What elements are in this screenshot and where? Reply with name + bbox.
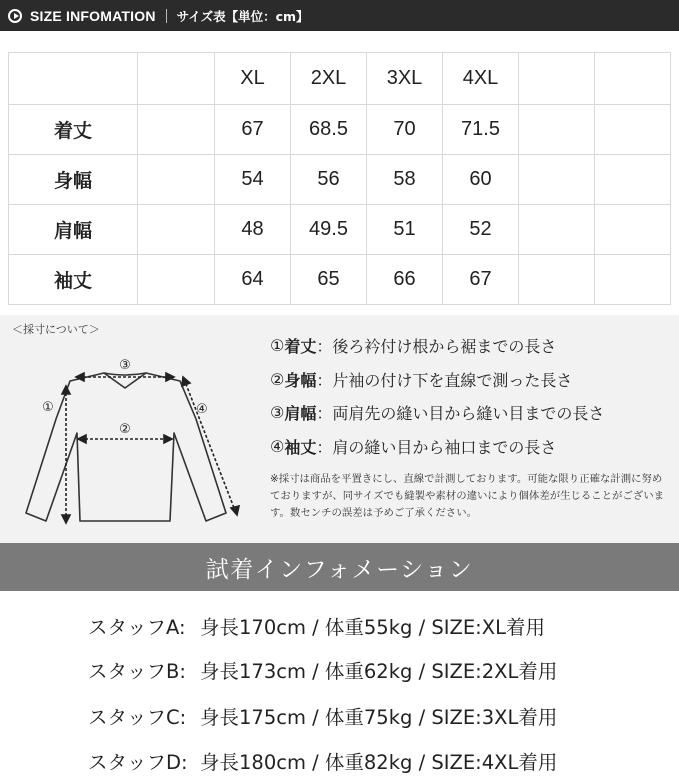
diagram-mark-2: ② [119, 422, 131, 437]
list-item [270, 396, 604, 430]
size-table-header-row [9, 53, 671, 105]
shirt-outline-icon [26, 373, 226, 521]
table-cell [595, 255, 671, 305]
item-name: 肩幅 [284, 404, 317, 424]
table-cell: 54 [215, 155, 291, 205]
staff-name: スタッフA: [88, 616, 186, 639]
size-table [8, 52, 671, 305]
table-cell: 60 [443, 155, 519, 205]
table-cell [519, 155, 595, 205]
column-header [519, 53, 595, 105]
column-header: XL [215, 53, 291, 105]
item-name: 着丈 [284, 337, 317, 357]
diagram-mark-4: ④ [196, 402, 208, 417]
table-cell [138, 155, 215, 205]
table-cell: 65 [291, 255, 367, 305]
table-cell: 48 [215, 205, 291, 255]
staff-name: スタッフD: [88, 751, 188, 774]
column-header: 2XL [291, 53, 367, 105]
measurement-disclaimer: ※採寸は商品を平置きにし、直線で計測しております。可能な限り正確な計測に努めておりますが、同サイズでも縫製や素材の違いにより個体差が生じることがございます。数センチの誤差は予めご了承ください。 [270, 473, 665, 519]
staff-row [88, 747, 648, 775]
table-cell: 56 [291, 155, 367, 205]
item-number: ③ [270, 403, 285, 423]
table-cell: 51 [367, 205, 443, 255]
table-cell: 49.5 [291, 205, 367, 255]
staff-name: スタッフC: [88, 706, 187, 729]
header-divider [166, 9, 167, 23]
item-number: ① [270, 336, 285, 356]
table-row [9, 255, 671, 305]
table-cell: 70 [367, 105, 443, 155]
diagram-mark-1: ① [42, 400, 54, 415]
table-cell: 68.5 [291, 105, 367, 155]
table-cell: 67 [215, 105, 291, 155]
staff-info: 身長173cm / 体重62kg / SIZE:2XL着用 [200, 660, 558, 683]
table-cell: 71.5 [443, 105, 519, 155]
table-cell [519, 255, 595, 305]
staff-info: 身長180cm / 体重82kg / SIZE:4XL着用 [200, 751, 558, 774]
item-description: ：片袖の付け下を直線で測った長さ [316, 370, 573, 390]
table-cell [138, 255, 215, 305]
table-cell: 52 [443, 205, 519, 255]
item-description: ：後ろ衿付け根から裾までの長さ [316, 337, 557, 357]
measurement-guide [0, 315, 679, 543]
table-cell [519, 205, 595, 255]
diagram-mark-3: ③ [119, 358, 131, 373]
row-label: 肩幅 [9, 205, 138, 255]
table-cell [519, 105, 595, 155]
table-cell [595, 105, 671, 155]
measurement-note-title: ＜採寸について＞ [12, 323, 100, 336]
item-number: ② [270, 369, 285, 389]
shirt-diagram [0, 333, 260, 543]
measurement-arrows [62, 373, 239, 523]
table-row [9, 105, 671, 155]
tryon-title: 試着インフォメーション [0, 543, 679, 591]
item-description: ：両肩先の縫い目から縫い目までの長さ [316, 404, 605, 424]
staff-row [88, 612, 648, 640]
size-table-blank-column [138, 53, 215, 105]
item-name: 身幅 [284, 370, 317, 390]
column-header: 4XL [443, 53, 519, 105]
row-label: 身幅 [9, 155, 138, 205]
table-cell: 58 [367, 155, 443, 205]
table-cell: 67 [443, 255, 519, 305]
item-description: ：肩の縫い目から袖口までの長さ [316, 437, 557, 457]
list-item [270, 363, 604, 397]
row-label: 袖丈 [9, 255, 138, 305]
table-cell [595, 205, 671, 255]
table-row [9, 155, 671, 205]
item-name: 袖丈 [284, 437, 317, 457]
measurement-items [270, 329, 604, 463]
staff-info: 身長170cm / 体重55kg / SIZE:XL着用 [200, 616, 545, 639]
table-cell [138, 105, 215, 155]
play-circle-icon [8, 9, 22, 23]
staff-info: 身長175cm / 体重75kg / SIZE:3XL着用 [200, 706, 558, 729]
list-item [270, 329, 604, 363]
staff-row [88, 702, 648, 730]
column-header [595, 53, 671, 105]
list-item [270, 430, 604, 464]
column-header: 3XL [367, 53, 443, 105]
item-number: ④ [270, 436, 285, 456]
table-cell: 64 [215, 255, 291, 305]
table-cell [595, 155, 671, 205]
staff-row [88, 656, 648, 684]
header-subtitle: サイズ表【単位：cm】 [176, 8, 309, 24]
row-label: 着丈 [9, 105, 138, 155]
size-table-corner [9, 53, 138, 105]
header-bar [0, 0, 679, 31]
table-row [9, 205, 671, 255]
table-cell [138, 205, 215, 255]
staff-name: スタッフB: [88, 660, 186, 683]
header-title: SIZE INFOMATION [30, 7, 156, 24]
table-cell: 66 [367, 255, 443, 305]
